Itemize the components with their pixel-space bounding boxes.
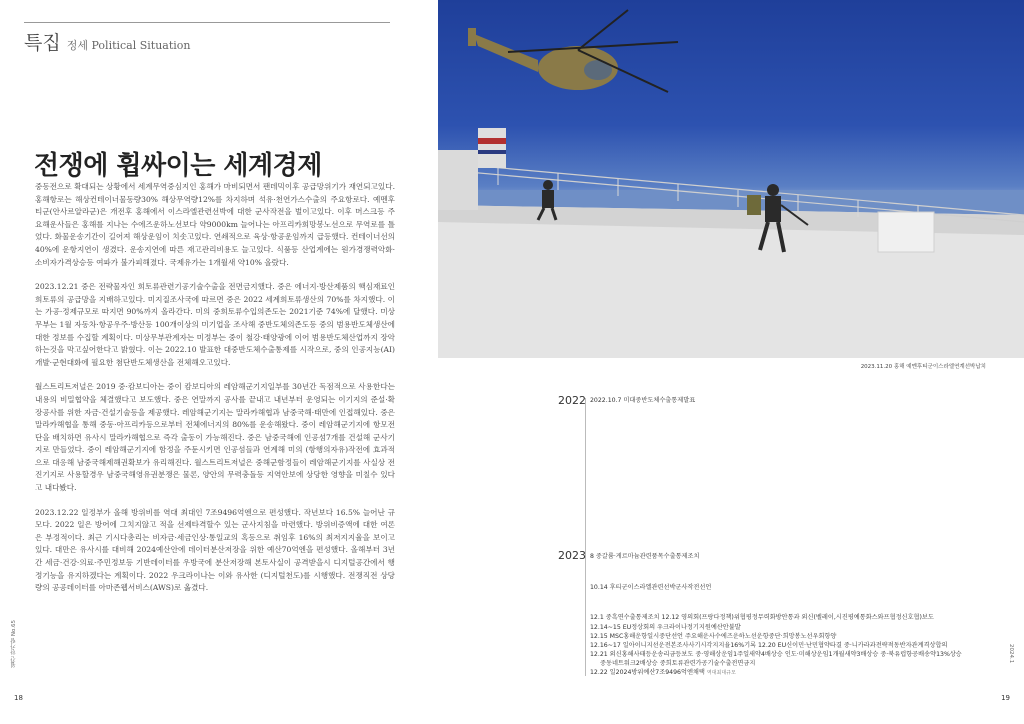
header-rule [24, 22, 390, 23]
timeline-entry: 2022.10.7 미대중반도체수출통제발표 [590, 397, 696, 404]
timeline-entry: 중동네트워크2배상승 중희토류관련가공기술수출전면금지 [600, 660, 756, 667]
timeline-axis [585, 398, 586, 676]
section-subtitle: 정세 Political Situation [66, 39, 191, 52]
left-page [0, 0, 438, 724]
paragraph: 2023.12.21 중은 전략물자인 희토류관련기공기술수출을 전면금지했다. 중은 에너지·방산제품의 핵심재료인 희토류의 공급망을 지배하고있다. 미지질조사국에 따르면 중은 2022 세계희토류생산의 70%를 차지했다. 이는 가공·정제규모로 따지면 90%까지 올라간다. 미의 중희토류수입의존도는 2021기준 74%에 달했다. 미상무부는 1월 자동차·항공우주·방산등 100개이상의 미기업을 조사해 중반도체의존도등 중의 범용반도체생산에 대한 정보를 수집할 계획이다. 미상무부관계자는 미정부는 중이 철강·태양광에 이어 범용반도체산업까지 장악하는것을 막고싶어한다고 밝혔다. 이는 2022.10 발표한 대중반도체수출통제를 시작으로, 중의 인공지능(AI)개발·군현대화에 필요한 첨단반도체생산을 전체해오고있다. [35, 282, 395, 367]
right-page [438, 0, 1024, 724]
page-number-left: 18 [14, 694, 23, 702]
timeline-entry: 8 중갈륨·게르마늄관련품목수출통제조치 [590, 553, 700, 560]
paragraph: 2023.12.22 일정부가 올해 방위비를 역대 최대인 7조9496억엔으로 편성했다. 작년보다 16.5% 늘어난 규모다. 2022 일은 방어에 그치지않고 적을 선제타격할수 있는 군사지침을 마련했다. 방위비증액에 대한 여론은 부정적이다. 최근 기시다총리는 비자금·세금인상·통일교의 혹등으로 취임후 16%의 최저지지율을 보이고있다. 대만은 유사시를 대비해 2024예산안에 데이터분산저장을 위한 예산70억엔을 편성했다. 올해부터 3년간 세금·건강·의료·주민정보등 기반데이터를 우방국에 분산저장해 본토사실이 공격받을시 디지털공간에서 행정기능을 유지하겠다는 계획이다. 2022 우크라이나는 이와 유사한 (디지털천도)를 시행했다. 전쟁직전 상당량의 공공데이터를 아마존웹서비스(AWS)로 옮겼다. [35, 507, 395, 593]
issue-side-label: 2024.1 [1008, 644, 1014, 664]
timeline-entry: 12.14~15 EU정상회의 우크라이나정기지원예산안불발 [590, 624, 741, 631]
article-body [35, 181, 395, 607]
magazine-side-label: 월간 한가람 No.65 [11, 620, 17, 668]
timeline-year-2023: 2023 [558, 549, 586, 562]
timeline-entry: 12.1 중흑연수출통제조치 12.12 영의회(프랑다정책)위협평정무력화방안통과 외신(벨레이,시진평예통화스와프협정신호협)보도 [590, 614, 934, 621]
section-title: 특집 [24, 32, 61, 54]
paragraph: 중동전으로 확대되는 상황에서 세계무역중심지인 홍해가 마비되면서 팬데믹이후 공급망위기가 재연되고있다. 홍해항로는 해상컨테이너물동량30% 해상무역량12%를 차지하며 석유·천연가스수출의 주요항로다. 예멘후티군(안사르알라군)은 개전후 홍해에서 이스라엘관련선박에 대한 군사작전을 벌이고있다. 이후 머스크등 주요해운사들은 홍해를 지나는 수에즈운하노선보다 약9000km 늘어나는 아프리카희망봉노선으로 무역로를 틀었다. 화물운송기간이 길어져 해상운임이 치솟고있다. 연쇄적으로 육상·항공운임까지 급등했다. 컨테이너선의 40%에 운항지연이 생겼다. 운송지연에 따른 재고관리비용도 늘고있다. 식품등 산업계에는 원가경쟁력악화·소비자가격상승등 여파가 불가피해졌다. 국제유가는 1개월새 약10% 올랐다. [35, 182, 395, 267]
paragraph: 월스트리트저널은 2019 중·캄보디아는 중이 캄보디아의 레암해군기지일부를 30년간 독점적으로 사용한다는 내용의 비밀협약을 체결했다고 보도했다. 중은 연말까지 공사를 끝내고 내년부터 운영되는 이기지의 준설·확장공사를 위한 자금·건설기술등을 제공했다. 레암해군기지는 말라카해협과 남중국해·태만에 인접해있다. 중은 말라카해협을 통해 중동·아프리카등으로부터 전체에너지의 80%를 운송해왔다. 중이 레암해군기지에 항모전단을 배치하면 유사시 말라카해협으로 즉각 출동이 가능해진다. 중은 남중국해에 인공섬7개를 건설해 군사기지로 만들었다. 중이 레암해군기지에 함정을 주둔시키면 인공섬들과 연계해 미의 (항행의자유)작전에 효과적으로 대응해 남중국해제해권확보가 유리해진다. 월스트리트저널은 중해군함정들이 레암해군기지를 사실상 전진기지로 사용할경우 남중국해영유권분쟁은 물론, 양안의 무력충돌등 지역안보에 상당한 영향을 미칠수 있다고 내다봤다. [35, 382, 395, 493]
timeline-entry-note: 역대최대규모 [706, 670, 736, 676]
timeline-entry [590, 669, 1010, 678]
timeline-entry-text: 12.22 일2024방위예산7조9496억엔채택 [590, 669, 705, 676]
timeline-entry: 12.21 외신홍해사태등운송리금등보도 중·영해상운임1주일새약4배상승 인도·미해상운임1개월새약3배상승 중·북유럽항공배송약13%상승 [590, 651, 962, 658]
timeline-year-2022: 2022 [558, 394, 586, 407]
section-header [24, 28, 191, 55]
timeline-entry: 10.14 후티군이스라엘관련선박군사작전선언 [590, 584, 712, 591]
article-headline: 전쟁에 휩싸이는 세계경제 [34, 151, 322, 181]
timeline-entry: 12.15 MSC홍해운항일시중단선언 주요해운사수에즈운하노선운항중단·희망봉노선우회항양 [590, 633, 837, 640]
timeline-entry: 12.16~17 일아이니지선운전본조사사기시각지지율16%기록 12.20 EU신이민·난민협약타결 중·니카라과전략적동반자관계격상합의 [590, 642, 948, 649]
page-number-right: 19 [1001, 694, 1010, 702]
photo-caption: 2023.11.20 홍해 예멘후티군이스라엘연계선박납치 [860, 364, 986, 370]
news-photo [438, 0, 1024, 358]
helicopter-ship-illustration [438, 0, 1024, 358]
